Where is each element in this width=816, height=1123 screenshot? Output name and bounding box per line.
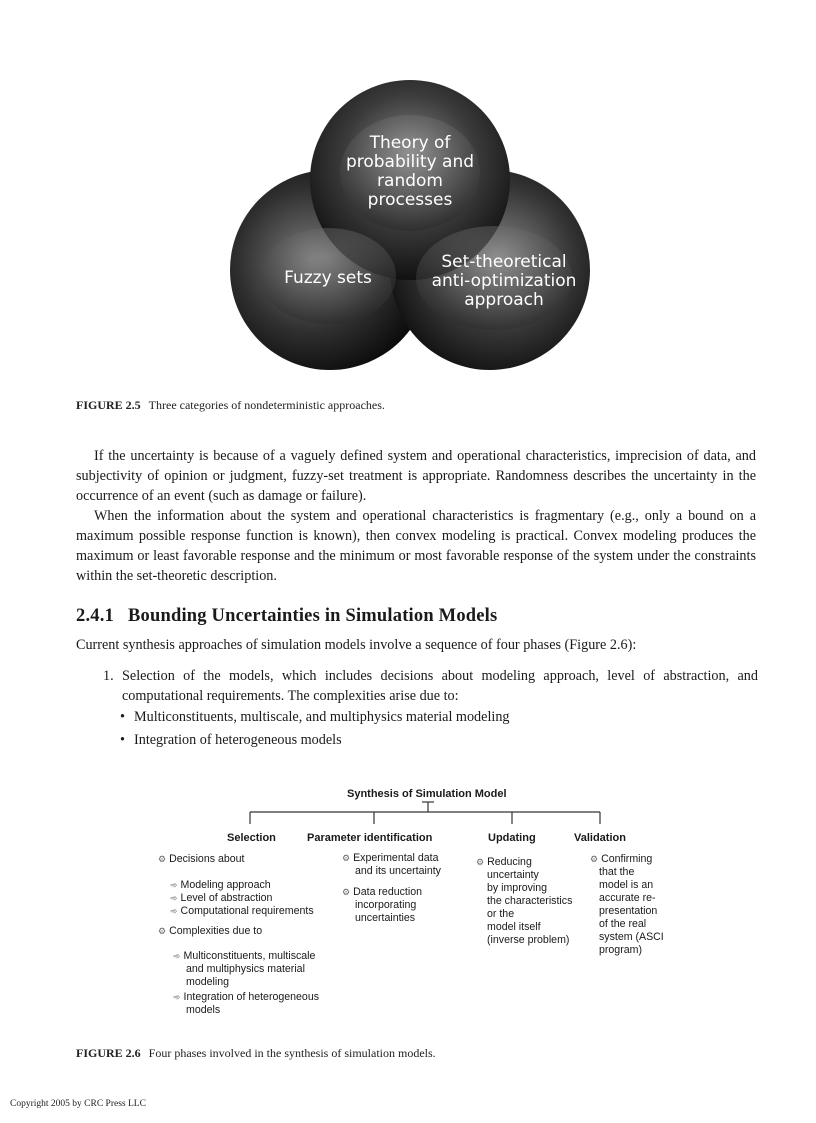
updating-line-3: by improving	[487, 882, 548, 894]
parameter-item-2-line-3: uncertainties	[355, 912, 416, 924]
gear-bullet-icon: ⚙	[158, 854, 167, 864]
venn-top-label-1: Theory of	[369, 133, 451, 153]
arrow-bullet-icon: ➾	[170, 893, 178, 903]
selection-item-1: ⚙ Decisions about	[158, 853, 245, 865]
bullet-text-1: Multiconstituents, multiscale, and multiphysics material modeling	[134, 709, 510, 725]
parameter-item-2-line-2: incorporating	[355, 899, 417, 911]
phase-selection: Selection	[227, 832, 276, 844]
venn-right-label-3: approach	[464, 290, 544, 310]
body-paragraphs	[76, 446, 756, 586]
figure-2-5-text: Three categories of nondeterministic approaches.	[148, 398, 385, 412]
section-intro: Current synthesis approaches of simulation models involve a sequence of four phases (Figure 2.6):	[76, 637, 637, 653]
section-heading	[76, 606, 497, 627]
venn-right-label-1: Set-theoretical	[441, 252, 567, 272]
selection-sub-5-line-2: models	[186, 1004, 221, 1016]
validation-line-7: system (ASCI	[599, 931, 664, 943]
venn-right-label-2: anti-optimization	[431, 271, 577, 291]
selection-sub-3: ➾ Computational requirements	[170, 905, 314, 917]
parameter-item-2: ⚙ Data reduction	[342, 886, 422, 898]
selection-sub-1: ➾ Modeling approach	[170, 879, 271, 891]
selection-sub-4: ➾ Multiconstituents, multiscale	[173, 950, 316, 962]
validation-line-3: model is an	[599, 879, 654, 891]
validation-line-4: accurate re-	[599, 892, 656, 904]
figure-2-5-caption	[76, 398, 385, 413]
selection-sub-4-line-2: and multiphysics material	[186, 963, 305, 975]
gear-bullet-icon: ⚙	[342, 853, 351, 863]
venn-diagram	[228, 78, 592, 394]
validation-line-5: presentation	[599, 905, 658, 917]
parameter-item-1-line-2: and its uncertainty	[355, 865, 441, 877]
selection-sub-5: ➾ Integration of heterogeneous	[173, 991, 320, 1003]
gear-bullet-icon: ⚙	[590, 854, 599, 864]
selection-sub-2: ➾ Level of abstraction	[170, 892, 273, 904]
updating-line-2: uncertainty	[487, 869, 539, 881]
arrow-bullet-icon: ➾	[170, 880, 178, 890]
phase-updating: Updating	[488, 832, 536, 844]
gear-bullet-icon: ⚙	[342, 887, 351, 897]
figure-2-6-caption	[76, 1046, 436, 1061]
list-item-1	[103, 666, 758, 706]
gear-bullet-icon: ⚙	[158, 926, 167, 936]
gear-bullet-icon: ⚙	[476, 857, 485, 867]
figure-2-5-label: FIGURE 2.5	[76, 398, 141, 412]
list-text: Selection of the models, which includes decisions about modeling approach, level of abstraction, and computational requirements. The complexities arise due to:	[122, 668, 758, 704]
bullet-item-2: • Integration of heterogeneous models	[120, 732, 342, 748]
arrow-bullet-icon: ➾	[173, 951, 181, 961]
arrow-bullet-icon: ➾	[173, 992, 181, 1002]
venn-left-label: Fuzzy sets	[284, 268, 372, 288]
figure-2-6-label: FIGURE 2.6	[76, 1046, 141, 1060]
phase-parameter-identification: Parameter identification	[307, 832, 433, 844]
arrow-bullet-icon: ➾	[170, 906, 178, 916]
validation-line-2: that the	[599, 866, 635, 878]
figure-2-6-text: Four phases involved in the synthesis of simulation models.	[148, 1046, 436, 1060]
validation-line-8: program)	[599, 944, 642, 956]
phase-validation: Validation	[574, 832, 626, 844]
copyright-footer: Copyright 2005 by CRC Press LLC	[10, 1099, 146, 1109]
section-number: 2.4.1	[76, 606, 114, 626]
validation-item: ⚙ Confirming	[590, 853, 653, 865]
list-number: 1.	[103, 668, 114, 684]
venn-top-label-3: random	[377, 171, 443, 191]
bullet-text-2: Integration of heterogeneous models	[134, 732, 342, 748]
updating-line-7: (inverse problem)	[487, 934, 570, 946]
parameter-item-1: ⚙ Experimental data	[342, 852, 439, 864]
updating-line-4: the characteristics	[487, 895, 573, 907]
selection-sub-4-line-3: modeling	[186, 976, 229, 988]
validation-line-6: of the real	[599, 918, 647, 930]
updating-item: ⚙ Reducing	[476, 856, 532, 868]
updating-line-5: or the	[487, 908, 515, 920]
paragraph-1: If the uncertainty is because of a vaguely defined system and operational characteristics, imprecision of data, and subjectivity of opinion or judgment, fuzzy-set treatment is appropriate. Randomness describes the uncertainty in the occurrence of an event (such as damage or failure).	[76, 448, 756, 504]
updating-line-6: model itself	[487, 921, 541, 933]
diagram-root: Synthesis of Simulation Model	[347, 788, 507, 800]
synthesis-diagram	[140, 782, 700, 1027]
section-title: Bounding Uncertainties in Simulation Models	[128, 606, 498, 626]
venn-top-label-4: processes	[367, 190, 453, 210]
venn-top-label-2: probability and	[345, 152, 475, 172]
selection-item-2: ⚙ Complexities due to	[158, 925, 263, 937]
bullet-item-1: • Multiconstituents, multiscale, and multiphysics material modeling	[120, 709, 510, 725]
paragraph-2: When the information about the system and operational characteristics is fragmentary (e.g., only a bound on a maximum possible response function is known), then convex modeling is practical. Convex modeling produces the maximum or least favorable response and the minimum or most favorable response of the system under the constraints within the set-theoretic description.	[76, 508, 756, 584]
